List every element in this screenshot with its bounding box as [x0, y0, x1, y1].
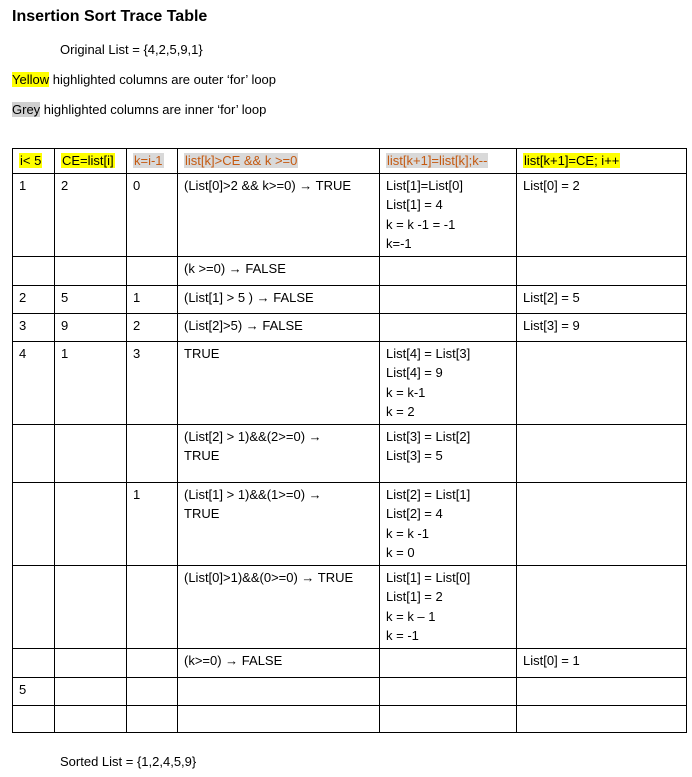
cell-text: List[3] = List[2]	[386, 428, 471, 444]
table-cell	[517, 173, 687, 256]
cell-text: (List[1] > 1)&&(1>=0) →	[184, 486, 322, 502]
cell-text: List[1] = 4	[386, 197, 443, 212]
table-cell	[127, 173, 178, 256]
table-cell	[178, 482, 380, 565]
table-cell	[13, 565, 55, 648]
cell-text: List[3] = 9	[523, 317, 580, 333]
table-cell	[55, 565, 127, 648]
legend-grey	[12, 102, 266, 117]
cell-text: 5	[61, 289, 69, 305]
table-cell	[517, 313, 687, 341]
table-cell	[178, 424, 380, 482]
table-cell	[178, 677, 380, 705]
table-cell	[380, 256, 517, 285]
header-cell: list[k]>CE && k >=0	[178, 149, 380, 174]
table-cell	[380, 313, 517, 341]
cell-text: 1	[19, 177, 27, 193]
table-cell	[127, 705, 178, 732]
table-row	[13, 341, 687, 424]
table-cell	[127, 424, 178, 482]
header-row	[13, 149, 687, 174]
cell-text: k = k -1 = -1	[386, 216, 456, 232]
table-cell	[55, 424, 127, 482]
table-row	[13, 313, 687, 341]
table-cell	[178, 565, 380, 648]
cell-text: 0	[133, 177, 141, 193]
table-cell	[380, 677, 517, 705]
table-cell	[127, 677, 178, 705]
cell-text: 4	[19, 345, 27, 361]
table-cell	[178, 285, 380, 313]
table-cell	[55, 313, 127, 341]
table-cell	[517, 705, 687, 732]
table-cell	[127, 341, 178, 424]
page-title: Insertion Sort Trace Table	[12, 8, 208, 25]
cell-text: k = k-1	[386, 384, 426, 400]
cell-text: 1	[133, 289, 141, 305]
cell-text: k = 2	[386, 404, 415, 419]
table-cell	[13, 256, 55, 285]
table-row	[13, 482, 687, 565]
table-cell	[13, 424, 55, 482]
table-cell	[55, 705, 127, 732]
table-row	[13, 424, 687, 482]
table-cell	[517, 341, 687, 424]
table-cell	[178, 256, 380, 285]
cell-text: (k>=0) → FALSE	[184, 652, 283, 668]
cell-text: List[3] = 5	[386, 448, 443, 463]
cell-text: 3	[133, 345, 141, 361]
cell-text: k = k -1	[386, 525, 429, 541]
table-cell	[517, 424, 687, 482]
table-cell	[178, 705, 380, 732]
cell-text: List[4] = 9	[386, 365, 443, 380]
table-cell	[13, 482, 55, 565]
table-cell	[13, 173, 55, 256]
table-row	[13, 648, 687, 677]
table-cell	[13, 705, 55, 732]
table-cell	[178, 648, 380, 677]
table-cell	[380, 565, 517, 648]
table-cell	[178, 173, 380, 256]
table-cell	[55, 256, 127, 285]
cell-text: List[1] = List[0]	[386, 569, 471, 585]
table-cell	[517, 285, 687, 313]
table-cell	[127, 256, 178, 285]
cell-text: 2	[61, 177, 69, 193]
table-cell	[127, 313, 178, 341]
table-cell	[517, 482, 687, 565]
cell-text: List[1]=List[0]	[386, 177, 463, 193]
header-cell: list[k+1]=CE; i++	[517, 149, 687, 174]
table-cell	[517, 677, 687, 705]
table-cell	[127, 565, 178, 648]
table-cell	[517, 256, 687, 285]
table-cell	[127, 482, 178, 565]
header-cell: k=i-1	[127, 149, 178, 174]
cell-text: List[0] = 1	[523, 652, 580, 668]
cell-text: 5	[19, 681, 27, 697]
table-cell	[13, 677, 55, 705]
table-row	[13, 705, 687, 732]
cell-text: (List[1] > 5 ) → FALSE	[184, 289, 314, 305]
legend-yellow	[12, 72, 276, 87]
table-cell	[380, 341, 517, 424]
header-cell: i< 5	[13, 149, 55, 174]
cell-text: k = 0	[386, 545, 415, 560]
cell-text: TRUE	[184, 448, 220, 463]
table-row	[13, 565, 687, 648]
table-cell	[13, 313, 55, 341]
table-cell	[127, 648, 178, 677]
table-row	[13, 173, 687, 256]
cell-text: TRUE	[184, 345, 220, 361]
cell-text: (List[0]>2 && k>=0) → TRUE	[184, 177, 352, 193]
table-cell	[13, 648, 55, 677]
legend-grey-text: highlighted columns are inner ‘for’ loop	[40, 102, 267, 117]
table-cell	[55, 341, 127, 424]
table-cell	[380, 424, 517, 482]
table-cell	[55, 648, 127, 677]
cell-text: 1	[133, 486, 141, 502]
cell-text: 2	[19, 289, 27, 305]
cell-text: (List[2] > 1)&&(2>=0) →	[184, 428, 322, 444]
table-cell	[55, 482, 127, 565]
cell-text: 2	[133, 317, 141, 333]
cell-text: (List[0]>1)&&(0>=0) → TRUE	[184, 569, 354, 585]
cell-text: List[0] = 2	[523, 177, 580, 193]
cell-text: List[1] = 2	[386, 589, 443, 604]
cell-text: k=-1	[386, 236, 412, 251]
cell-text: (List[2]>5) → FALSE	[184, 317, 303, 333]
header-cell: CE=list[i]	[55, 149, 127, 174]
table-cell	[380, 705, 517, 732]
table-cell	[380, 648, 517, 677]
table-cell	[517, 565, 687, 648]
table-cell	[127, 285, 178, 313]
table-cell	[178, 341, 380, 424]
cell-text: List[2] = List[1]	[386, 486, 471, 502]
table-cell	[380, 482, 517, 565]
original-list: Original List = {4,2,5,9,1}	[60, 42, 203, 57]
cell-text: (k >=0) → FALSE	[184, 260, 286, 276]
sorted-list: Sorted List = {1,2,4,5,9}	[60, 754, 197, 769]
cell-text: 3	[19, 317, 27, 333]
table-cell	[55, 173, 127, 256]
cell-text: k = -1	[386, 628, 419, 643]
cell-text: TRUE	[184, 506, 220, 521]
header-cell: list[k+1]=list[k];k--	[380, 149, 517, 174]
legend-grey-word: Grey	[12, 102, 41, 117]
cell-text: k = k – 1	[386, 608, 436, 624]
table-cell	[55, 677, 127, 705]
table-row	[13, 677, 687, 705]
table-cell	[380, 285, 517, 313]
table-row	[13, 285, 687, 313]
legend-yellow-text: highlighted columns are outer ‘for’ loop	[49, 72, 277, 87]
table-cell	[517, 648, 687, 677]
cell-text: 1	[61, 345, 69, 361]
table-cell	[380, 173, 517, 256]
table-cell	[13, 341, 55, 424]
cell-text: List[4] = List[3]	[386, 345, 471, 361]
trace-table	[12, 148, 687, 733]
cell-text: 9	[61, 317, 69, 333]
cell-text: List[2] = 5	[523, 289, 580, 305]
table-cell	[13, 285, 55, 313]
table-row	[13, 256, 687, 285]
table-cell	[178, 313, 380, 341]
cell-text: List[2] = 4	[386, 506, 443, 521]
legend-yellow-word: Yellow	[12, 72, 50, 87]
table-cell	[55, 285, 127, 313]
